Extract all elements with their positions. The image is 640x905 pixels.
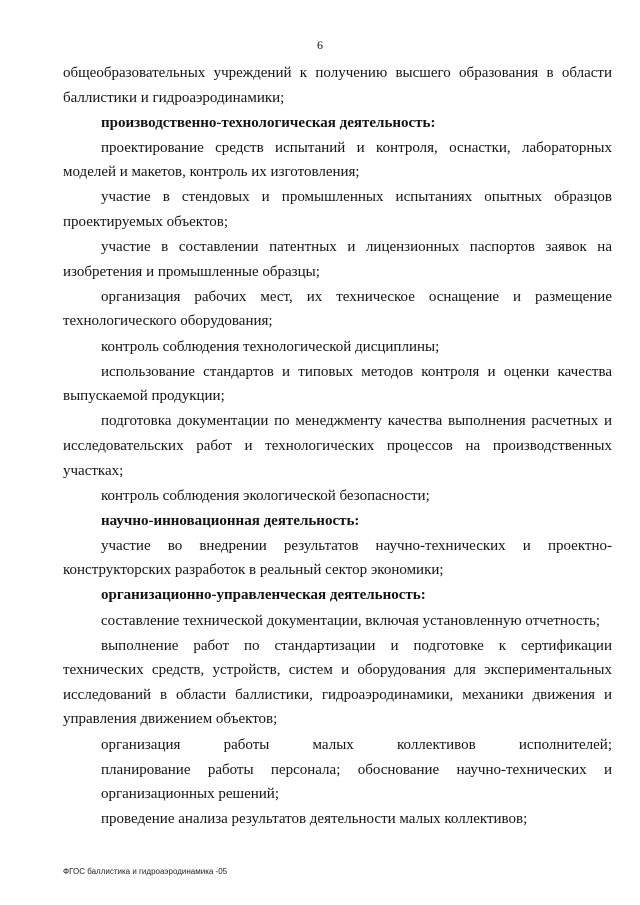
paragraph: подготовка документации по менеджменту качества выполнения расчетных и исследовательских работ и технологических процессов на производственных участках; — [63, 413, 612, 479]
paragraph: участие в стендовых и промышленных испытаниях опытных образцов проектируемых объектов; — [63, 189, 612, 231]
paragraph: организация работы малых коллективов исполнителей; — [101, 736, 612, 753]
section-heading-management: организационно-управленческая деятельность: — [101, 587, 426, 604]
paragraph-continuation: общеобразовательных учреждений к получению высшего образования в области баллистики и гидроаэродинамики; — [63, 65, 612, 106]
document-body — [63, 61, 612, 832]
paragraph: использование стандартов и типовых методов контроля и оценки качества выпускаемой продукции; — [63, 363, 612, 405]
page-footer: ФГОС баллистика и гидроаэродинамика -05 — [63, 867, 228, 876]
paragraph: контроль соблюдения технологической дисциплины; — [101, 338, 440, 355]
paragraph: контроль соблюдения экологической безопасности; — [101, 487, 430, 504]
paragraph: выполнение работ по стандартизации и подготовке к сертификации технических средств, устройств, систем и оборудования для экспериментальных исследований в области баллистики, гидроаэродинамики, механики движения и управления движением объектов; — [63, 637, 612, 728]
section-heading-production: производственно-технологическая деятельность: — [101, 114, 436, 131]
section-heading-innovation: научно-инновационная деятельность: — [101, 512, 360, 529]
paragraph: проведение анализа результатов деятельности малых коллективов; — [101, 811, 528, 828]
paragraph: участие во внедрении результатов научно-технических и проектно-конструкторских разработок в реальный сектор экономики; — [63, 537, 612, 579]
paragraph: участие в составлении патентных и лицензионных паспортов заявок на изобретения и промышленные образцы; — [63, 239, 612, 280]
paragraph: составление технической документации, включая установленную отчетность; — [101, 612, 601, 629]
paragraph: организация рабочих мест, их техническое оснащение и размещение технологического оборудования; — [63, 288, 612, 330]
paragraph: проектирование средств испытаний и контроля, оснастки, лабораторных моделей и макетов, контроль их изготовления; — [63, 139, 612, 181]
page-number: 6 — [317, 38, 323, 52]
paragraph: планирование работы персонала; обоснование научно-технических и организационных решений; — [101, 761, 612, 803]
